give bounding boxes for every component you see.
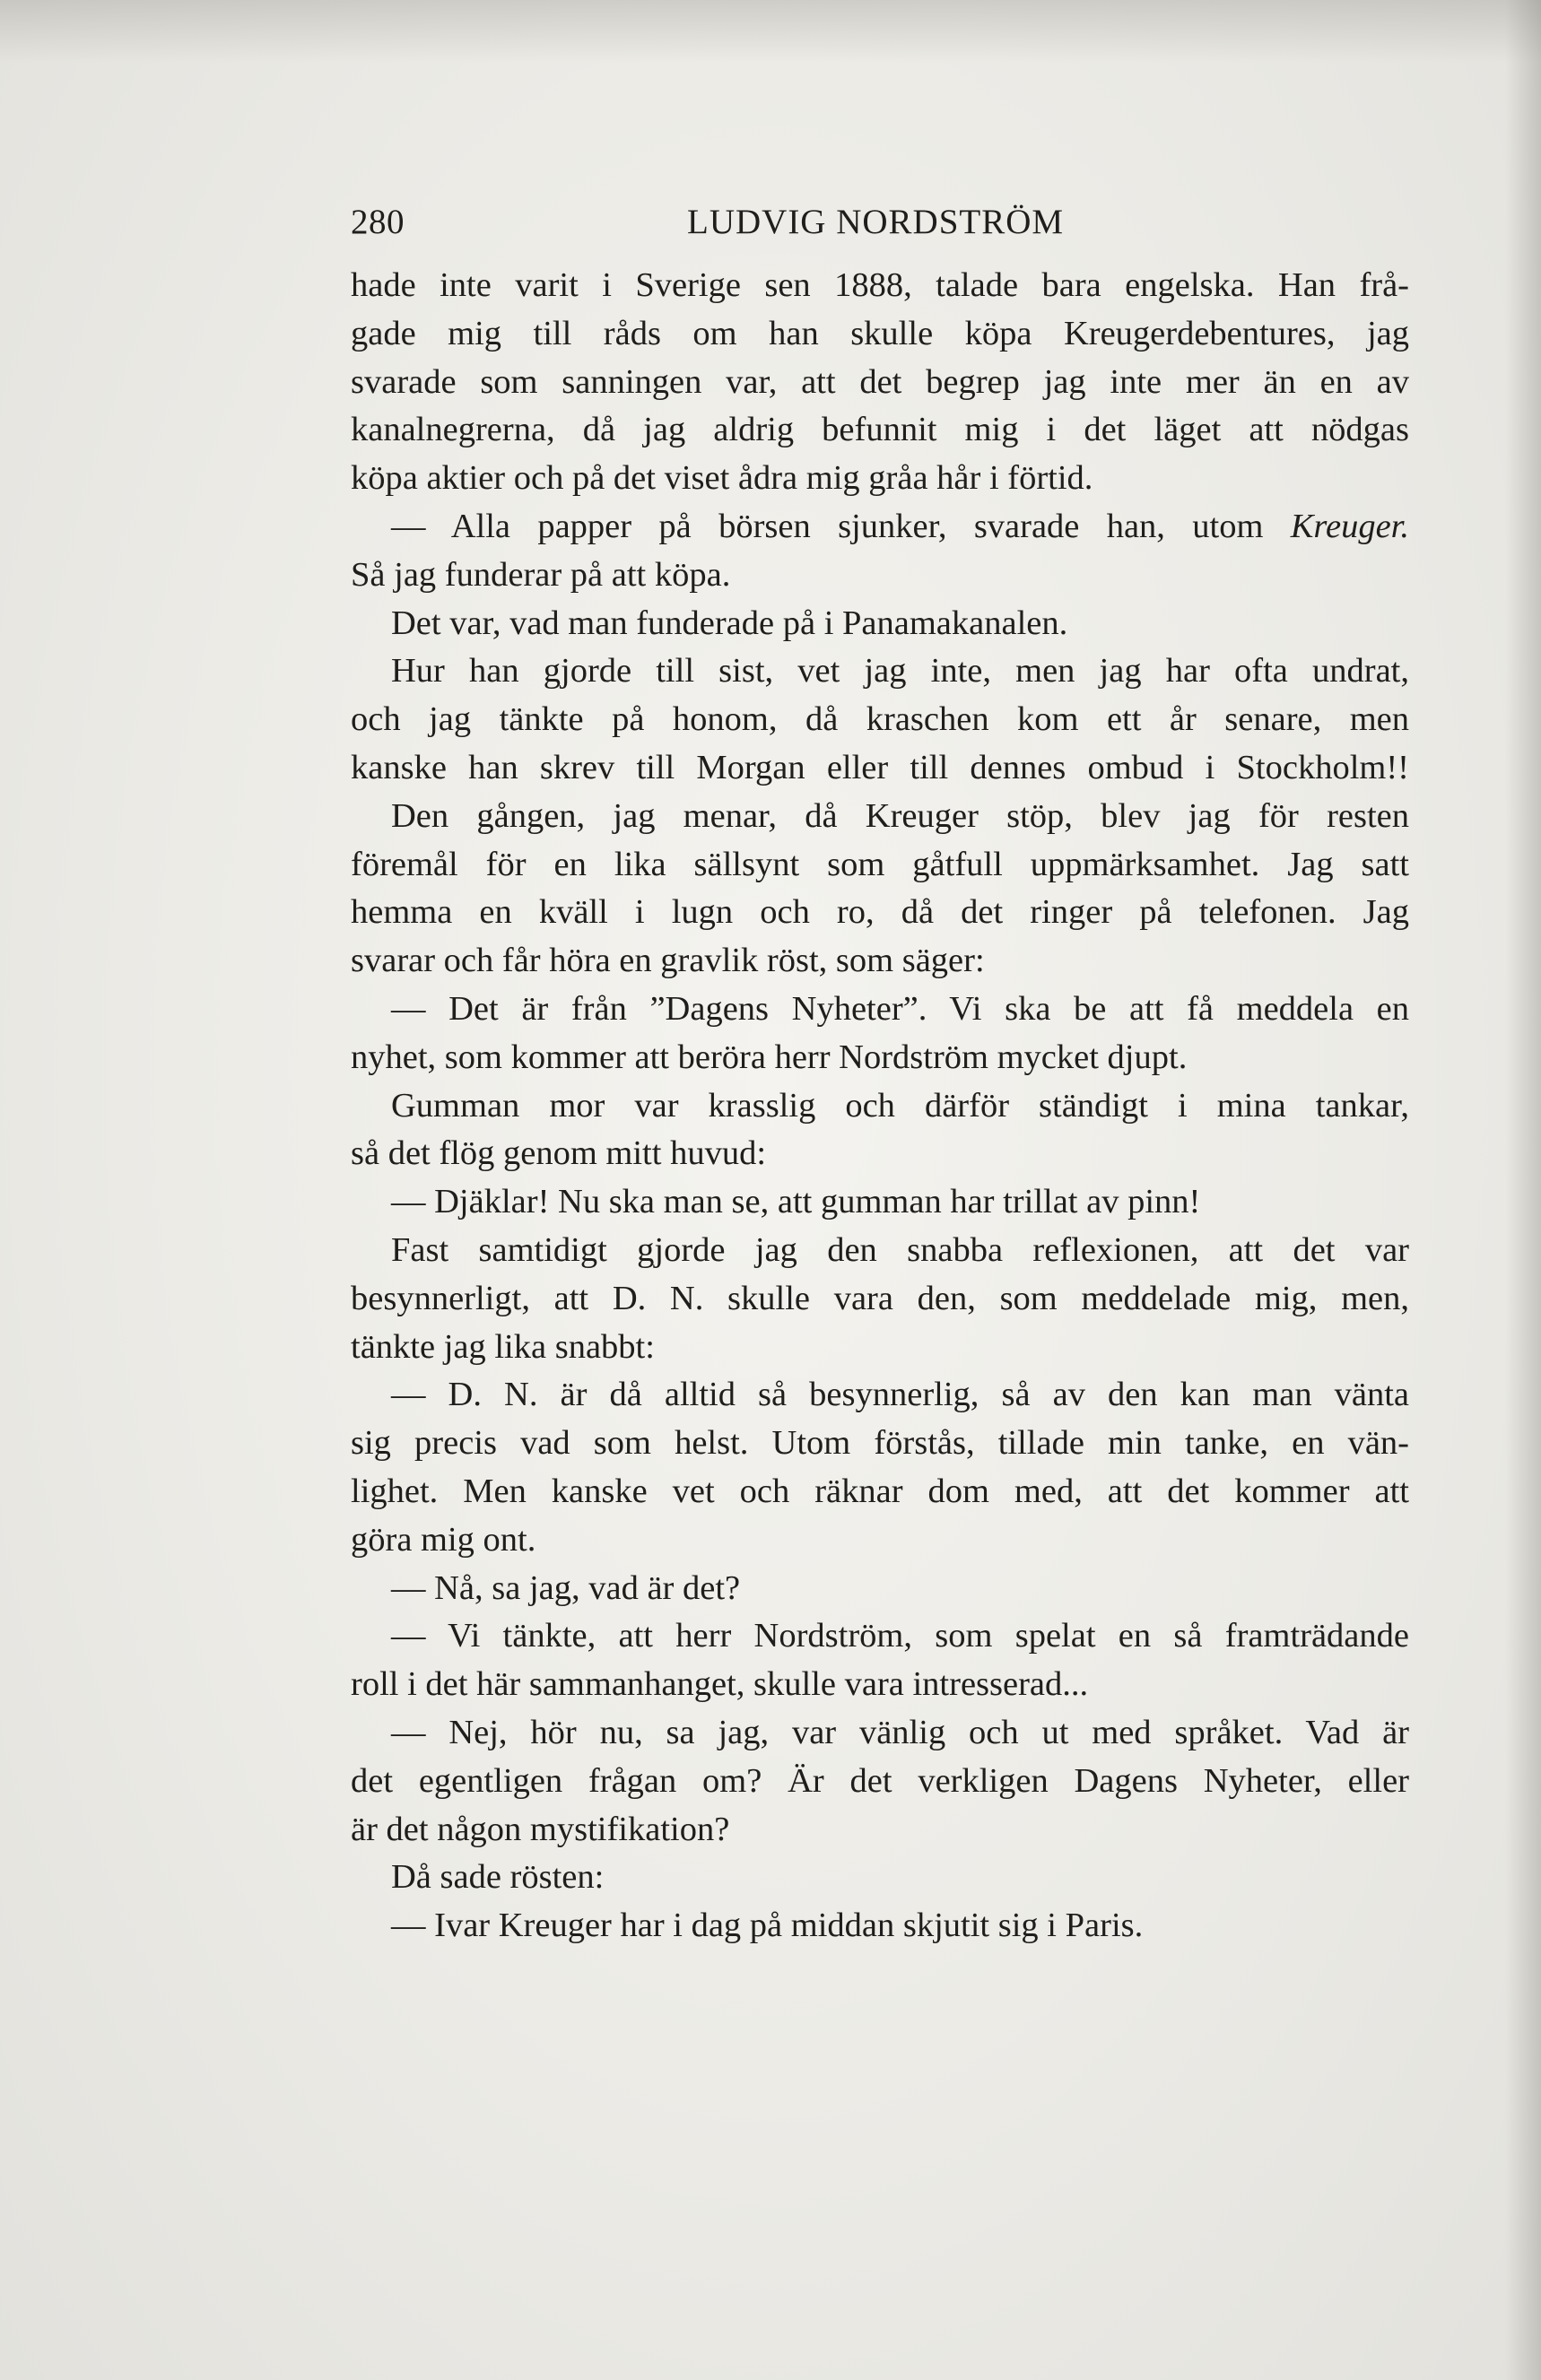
text-line: — Djäklar! Nu ska man se, att gumman har trillat av pinn! <box>391 1183 1201 1221</box>
text-line: — Nej, hör nu, sa jag, var vänlig och ut med språket. Vad är <box>391 1713 1409 1751</box>
running-head <box>351 197 1409 248</box>
text-line: så det flög genom mitt huvud: <box>351 1134 767 1173</box>
text-line: — Ivar Kreuger har i dag på middan skjutit sig i Paris. <box>391 1907 1144 1945</box>
text-line: — Nå, sa jag, vad är det? <box>391 1568 741 1607</box>
text-line: besynnerligt, att D. N. skulle vara den, som meddelade mig, men, <box>351 1279 1409 1317</box>
text-line: svarar och får höra en gravlik röst, som säger: <box>351 942 985 980</box>
text-line: är det någon mystifikation? <box>351 1810 730 1848</box>
text-line: hade inte varit i Sverige sen 1888, talade bara engelska. Han frå- <box>351 266 1409 304</box>
text-line: lighet. Men kanske vet och räknar dom med, att det kommer att <box>351 1472 1409 1510</box>
text-line: hemma en kväll i lugn och ro, då det ringer på telefonen. Jag <box>351 893 1409 932</box>
italic-word: Kreuger. <box>1290 507 1409 545</box>
text-line: nyhet, som kommer att beröra herr Nordström mycket djupt. <box>351 1038 1188 1076</box>
text-line: Då sade rösten: <box>391 1858 605 1897</box>
text-line: det egentligen frågan om? Är det verkligen Dagens Nyheter, eller <box>351 1761 1409 1800</box>
text-line: föremål för en lika sällsynt som gåtfull uppmärksamhet. Jag satt <box>351 845 1409 883</box>
page-number: 280 <box>351 203 405 241</box>
text-line: Gumman mor var krasslig och därför ständigt i mina tankar, <box>391 1086 1409 1125</box>
text-line: kanske han skrev till Morgan eller till dennes ombud i Stockholm!! <box>351 748 1409 786</box>
text-line: — Alla papper på börsen sjunker, svarade han, utom Kreuger. <box>391 507 1409 545</box>
text-line: göra mig ont. <box>351 1520 536 1559</box>
text-line: tänkte jag lika snabbt: <box>351 1327 655 1366</box>
text-line: sig precis vad som helst. Utom förstås, tillade min tanke, en vän- <box>351 1424 1409 1463</box>
text-line: Det var, vad man funderade på i Panamakanalen. <box>391 604 1068 642</box>
text-line: köpa aktier och på det viset ådra mig gråa hår i förtid. <box>351 459 1093 498</box>
text-line: — Vi tänkte, att herr Nordström, som spelat en så framträdande <box>391 1617 1409 1655</box>
text-line: Hur han gjorde till sist, vet jag inte, men jag har ofta undrat, <box>391 652 1409 691</box>
text-line: — D. N. är då alltid så besynnerlig, så av den kan man vänta <box>391 1376 1409 1414</box>
text-line: Fast samtidigt gjorde jag den snabba reflexionen, att det var <box>391 1230 1409 1269</box>
running-title: LUDVIG NORDSTRÖM <box>687 203 1065 241</box>
page-edge-shadow-top <box>0 0 1541 63</box>
text-line: kanalnegrerna, då jag aldrig befunnit mig i det läget att nödgas <box>351 411 1409 449</box>
text-line: gade mig till råds om han skulle köpa Kreugerdebentures, jag <box>351 314 1409 352</box>
body-text <box>351 262 1409 1950</box>
text-line: roll i det här sammanhanget, skulle vara intresserad... <box>351 1665 1089 1704</box>
text-line: — Det är från ”Dagens Nyheter”. Vi ska be att få meddela en <box>391 989 1409 1028</box>
text-line: Den gången, jag menar, då Kreuger stöp, blev jag för resten <box>391 796 1409 835</box>
page-edge-shadow-right <box>1505 0 1541 2380</box>
text-line: Så jag funderar på att köpa. <box>351 555 731 594</box>
text-line: svarade som sanningen var, att det begrep jag inte mer än en av <box>351 362 1409 401</box>
text-line: och jag tänkte på honom, då kraschen kom ett år senare, men <box>351 700 1409 739</box>
